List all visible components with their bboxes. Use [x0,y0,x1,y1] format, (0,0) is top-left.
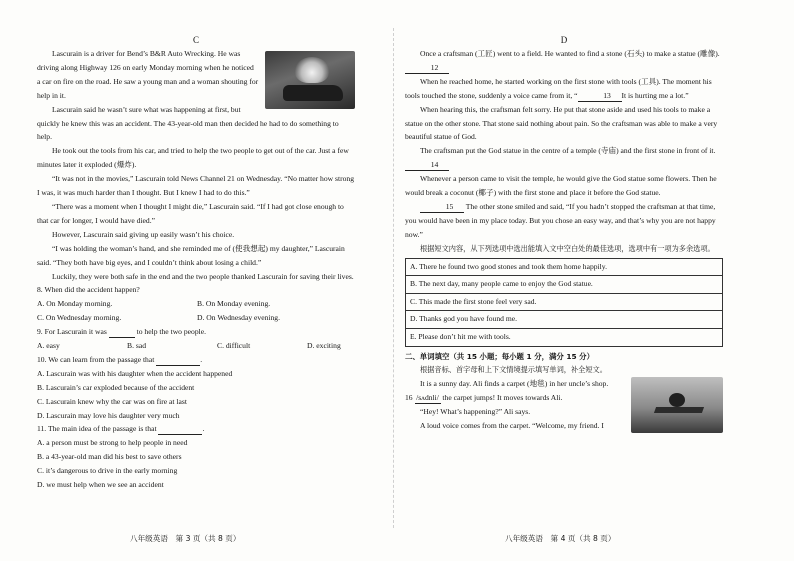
question-9-blank[interactable] [109,327,135,338]
passage-d-paragraph-5: Whenever a person came to visit the temple, he would give the God statue some flowers. Then he would break a coconut (椰子) with the first stone and place it before the God statue. [405,174,717,198]
passage-d-paragraph-4 [405,144,723,172]
option-10d[interactable]: D. Lascurain may love his daughter very much [37,410,180,420]
cloze-blank-16[interactable]: /sʌdnli/ [416,393,439,403]
option-11a[interactable]: A. a person must be strong to help people in need [37,438,188,448]
passage-c-paragraph: “There was a moment when I thought I might die,” Lascurain said. “If I had got close enough to that car for longer, I would have died.” [37,201,344,225]
question-11-stem [37,422,355,436]
option-9a[interactable]: A. easy [37,341,60,351]
blank-13[interactable]: 13 [578,91,622,102]
part-2-title: 二、单词填空（共 15 小题；每小题 1 分，满分 15 分） [405,351,594,361]
option-11b[interactable]: B. a 43-year-old man did his best to save others [37,452,182,462]
option-8b[interactable]: B. On Monday evening. [197,299,271,309]
question-11-blank[interactable] [158,424,205,435]
section-d-title: D [560,35,568,45]
car-shape [283,85,343,101]
question-10-blank[interactable] [156,354,203,366]
passage-c-paragraph: Luckily, they were both safe in the end and the two people thanked Lascurain for saving their lives. [52,271,354,281]
option-box-d[interactable]: D. Thanks god you have found me. [406,311,722,329]
option-box-a[interactable]: A. There he found two good stones and took them home happily. [406,259,722,277]
option-9b[interactable]: B. sad [127,341,146,351]
blank-14[interactable]: 14 [405,160,449,171]
cloze-paragraph-1: It is a sunny day. Ali finds a carpet (地毯) in her uncle’s shop. [420,379,609,389]
blank-15[interactable]: 15 [420,202,464,213]
passage-c-paragraph: He took out the tools from his car, and tried to help the two people to get out of the car. Just a few minutes later it exploded (爆炸). [37,146,349,170]
passage-d-paragraph-2 [405,75,723,103]
option-box-b[interactable]: B. The next day, many people came to enjoy the God statue. [406,276,722,294]
passage-d-text: When he reached home, he started working on the first stone with tools (工具). The moment his tools touched the stone, suddenly a voice came from it, “ [405,76,712,100]
figure-shape [669,393,685,407]
passage-d-text: It is hurting me a lot.” [621,90,689,100]
option-10c[interactable]: C. Lascurain knew why the car was on fire at last [37,396,187,406]
option-8a[interactable]: A. On Monday morning. [37,299,113,309]
question-8-options-row [37,297,355,311]
question-11-stem-before: 11. The main idea of the passage is that [37,424,157,434]
passage-d-text: The craftsman put the God statue in the centre of a temple (寺庙) and the first stone in front of it. [420,146,716,156]
section-d [405,34,723,433]
option-9c[interactable]: C. difficult [217,341,251,351]
passage-d-text: Once a craftsman (工匠) went to a field. He wanted to find a stone (石头) to make a statue (雕像). [420,49,720,58]
question-10-stem [37,353,355,367]
cloze-paragraph-4: A loud voice comes from the carpet. “Welcome, my friend. I [420,421,604,431]
option-9d[interactable]: D. exciting [307,341,341,351]
cloze-paragraph-3: “Hey! What’s happening?” Ali says. [420,407,531,417]
question-9-stem-after: to help the two people. [136,327,207,337]
passage-d-paragraph-1 [405,47,723,75]
passage-d-text: The other stone smiled and said, “If you hadn’t stopped the craftsman at that time, you would have been in my place today. But you chose an easy way, and that’s why you are not happy now.” [405,201,716,239]
burning-car-photo [265,51,355,109]
fire-smoke-shape [295,57,329,83]
question-11-stem-after: . [202,424,205,434]
passage-c-paragraph: However, Lascurain said giving up easily wasn’t his choice. [52,229,235,239]
passage-c-paragraph: Lascurain is a driver for Bend’s B&R Auto Wrecking. He was driving along Highway 126 on early Monday morning when he noticed a car on fire on the road. He saw a young man and a woman shouting for help in it. [37,49,259,100]
cloze-number: 16 [405,393,413,403]
option-box-e[interactable]: E. Please don’t hit me with tools. [410,331,511,341]
passage-d-paragraph-6 [405,200,723,242]
section-c [37,34,355,492]
passage-d-paragraph-3: When hearing this, the craftsman felt sorry. He put that stone aside and used his tools to make a statue on the other stone. That stone said nothing about pain. So the craftsman was able to make a very beautiful statue of God. [405,104,718,142]
carpet-shape [654,407,704,413]
option-10a[interactable]: A. Lascurain was with his daughter when the accident happened [37,368,233,378]
blank-12[interactable]: 12 [405,63,449,74]
cloze-text: the carpet jumps! It moves towards Ali. [442,393,563,403]
page-footer-left: 八年级英语 第 3 页（共 8 页） [130,534,241,543]
question-10-stem-before: 10. We can learn from the passage that [37,354,155,364]
option-10b[interactable]: B. Lascurain’s car exploded because of the accident [37,382,195,392]
options-box [405,258,723,347]
option-11d[interactable]: D. we must help when we see an accident [37,480,164,490]
page-footer-right: 八年级英语 第 4 页（共 8 页） [505,534,616,543]
flying-carpet-photo [631,377,723,433]
question-9-stem [37,325,355,339]
section-d-instruction: 根据短文内容，从下列选项中选出能填入文中空白处的最佳选项，选项中有一项为多余选项。 [420,243,715,253]
passage-c-paragraph: “I was holding the woman’s hand, and she reminded me of (使我想起) my daughter,” Lascurain said. “They both have big eyes, and I couldn’t think about losing a child.” [37,243,345,267]
question-10-stem-after: . [200,354,203,364]
question-9-options-row [37,339,355,353]
option-8c[interactable]: C. On Wednesday morning. [37,313,122,323]
option-box-c[interactable]: C. This made the first stone feel very sad. [406,294,722,312]
page-divider [393,28,394,528]
question-8-options-row [37,311,355,325]
passage-c-paragraph: Lascurain said he wasn’t sure what was happening at first, but quickly he knew this was an accident. The 43-year-old man then decided he had to do something to help. [37,104,339,142]
passage-c-paragraph: “It was not in the movies,” Lascurain told News Channel 21 on Wednesday. “No matter how strong I was, it was much harder than I thought. But I knew I had to do this.” [37,174,355,198]
section-c-title: C [192,35,199,45]
question-9-stem-before: 9. For Lascurain it was [37,327,107,337]
question-8-stem: 8. When did the accident happen? [37,285,140,295]
part-2-instruction: 根据音标、首字母和上下文情境提示填写单词，补全短文。 [420,365,607,375]
option-8d[interactable]: D. On Wednesday evening. [197,313,280,323]
option-11c[interactable]: C. it’s dangerous to drive in the early morning [37,466,178,476]
